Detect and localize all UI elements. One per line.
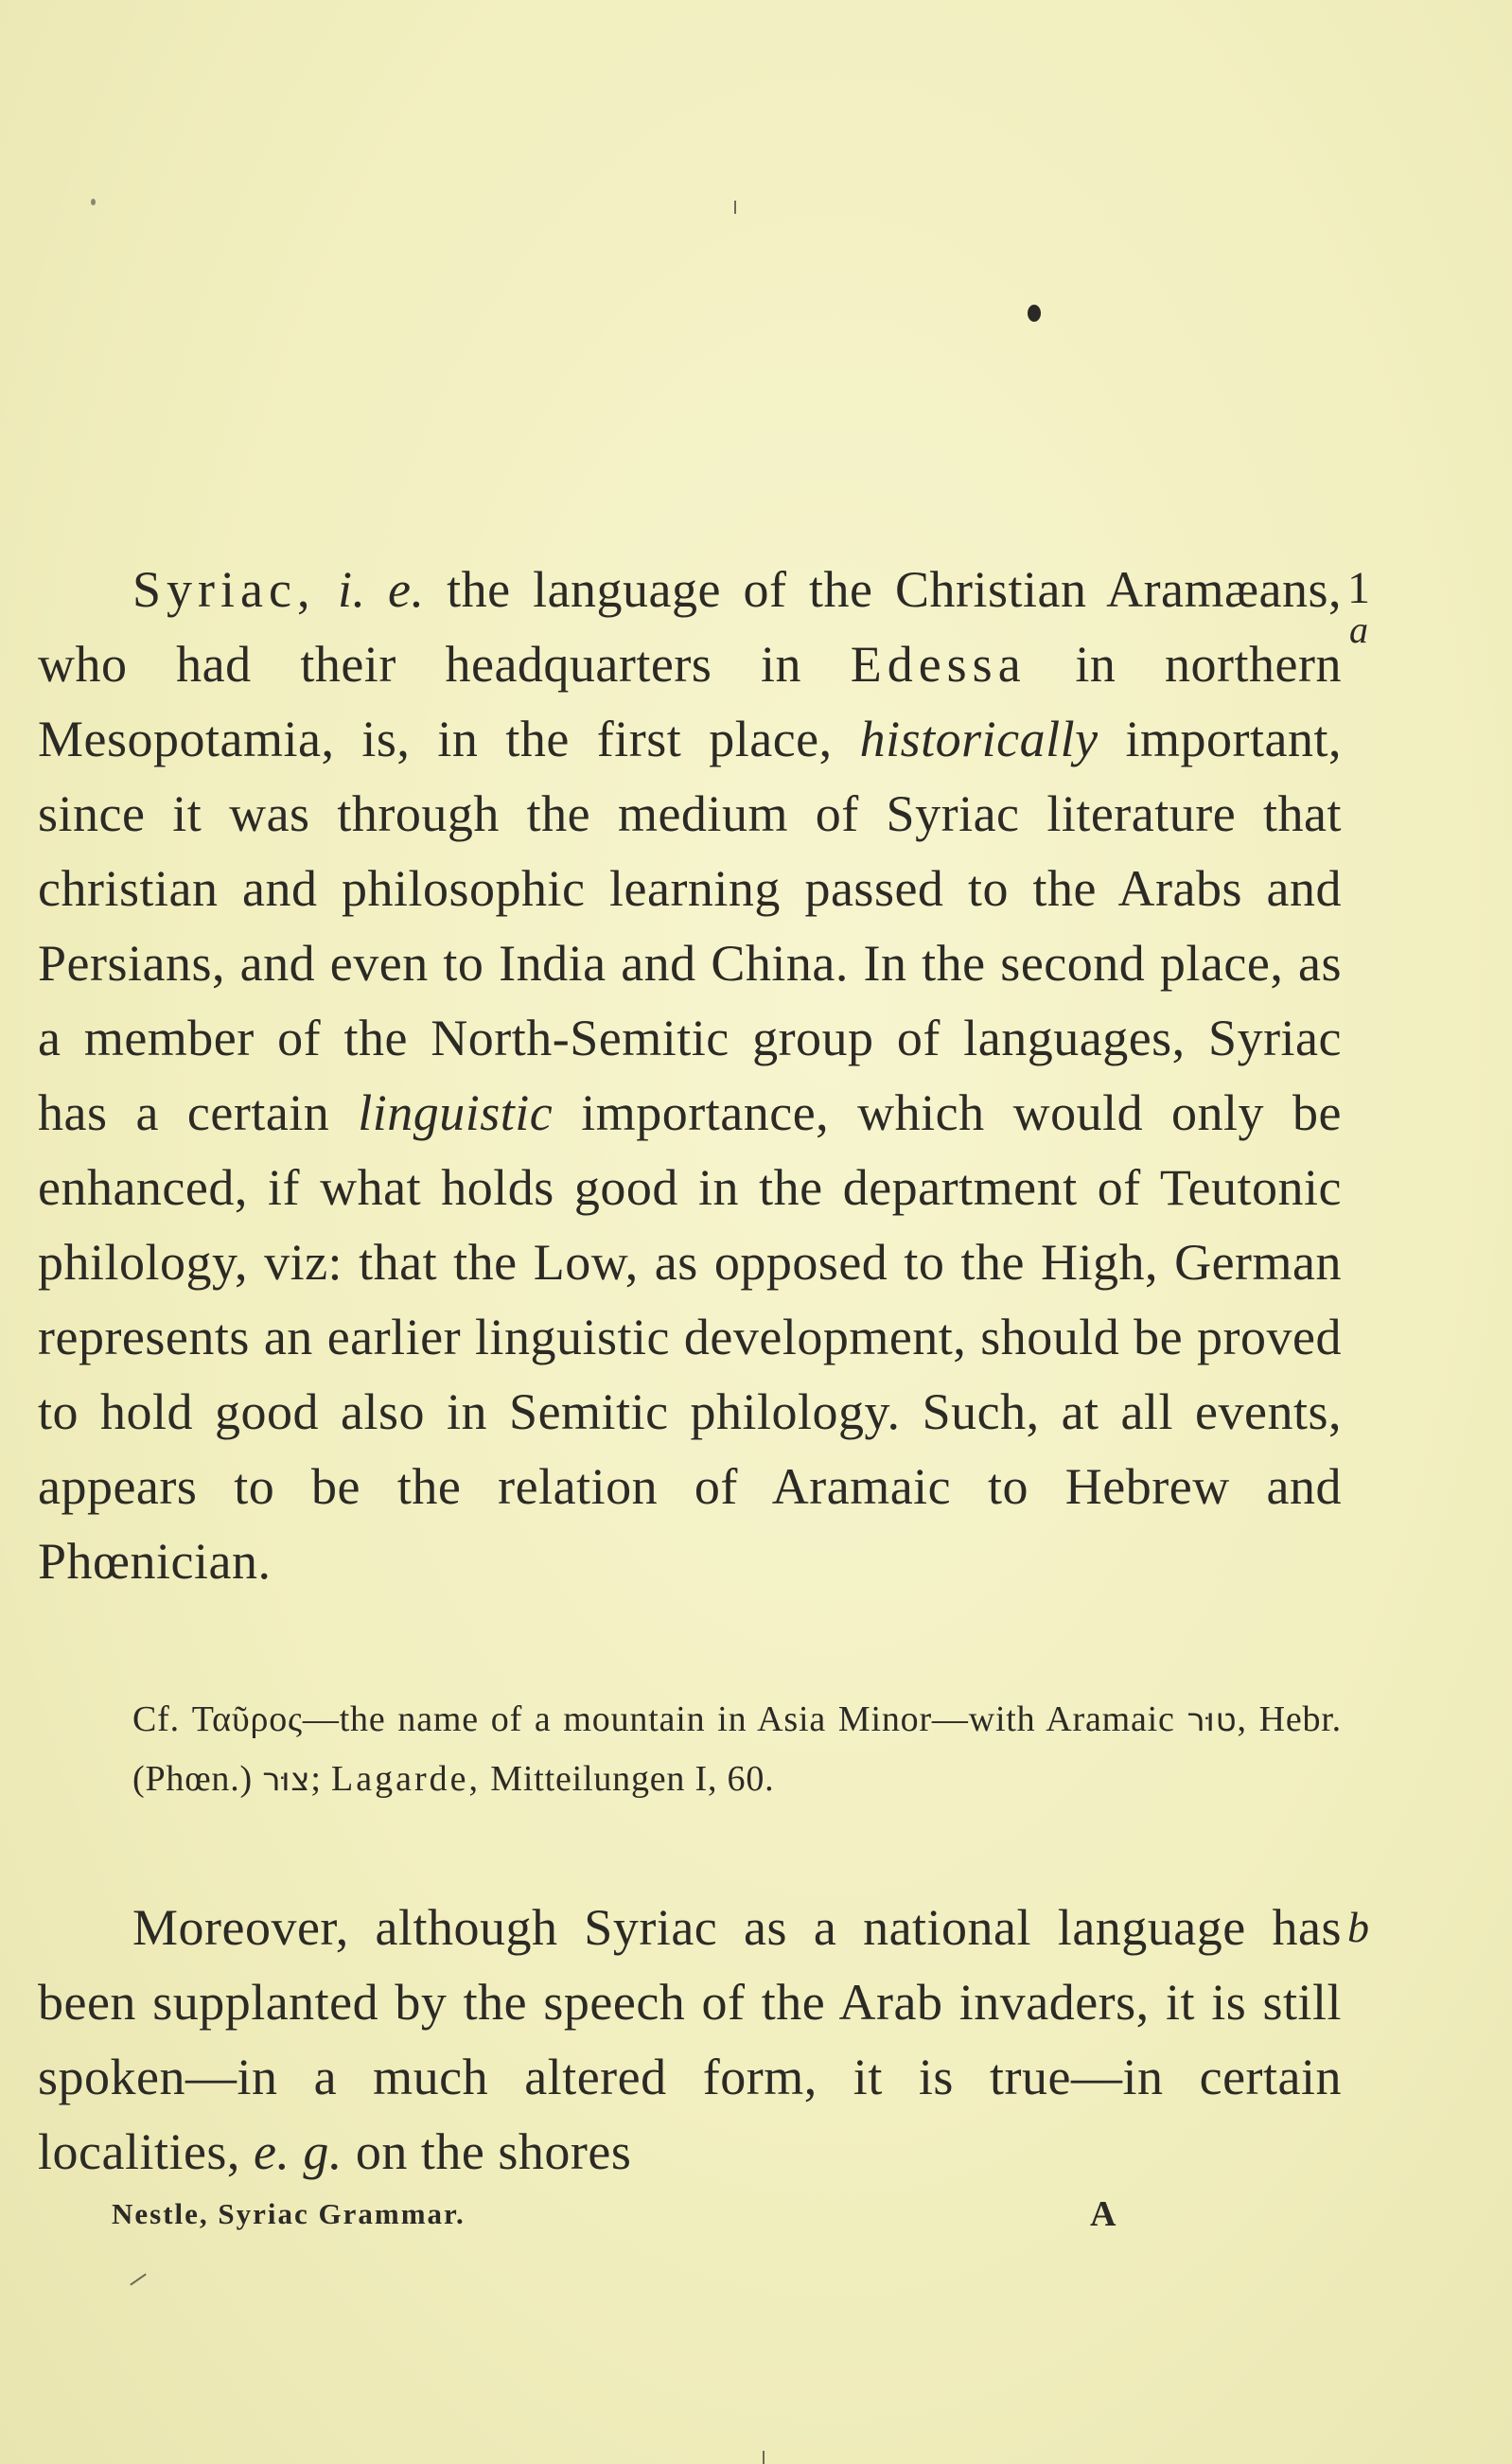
main-text-continued [38, 1891, 1342, 2190]
ink-speck [1028, 305, 1041, 322]
footnote-block [38, 1690, 1342, 1809]
paragraph-b: Moreover, although Syriac as a national language has been supplanted by the speech of the Arab invaders, it is still spoken—in a much altered form, it is true—in certain localities, e. g. on the shores [38, 1899, 1342, 2180]
section-number: 1 [1347, 563, 1370, 613]
margin-label-b: b [1347, 1903, 1369, 1951]
pencil-mark [763, 2451, 765, 2464]
pencil-mark [130, 2273, 147, 2285]
main-text [38, 553, 1342, 1599]
paragraph-a: Syriac, i. e. the language of the Christian Aramæans, who had their headquarters in Edessa in northern Mesopotamia, is, in the first place, historically important, since it was through the medium of Syriac literature that christian and philosophic learning passed to the Arabs and Persians, and even to India and China. In the second place, as a member of the North-Semitic group of languages, Syriac has a certain linguistic importance, which would only be enhanced, if what holds good in the department of Teutonic philology, viz: that the Low, as opposed to the High, German represents an earlier linguistic development, should be proved to hold good also in Semitic philology. Such, at all events, appears to be the relation of Aramaic to Hebrew and Phœnician. [38, 561, 1343, 1590]
note-paragraph: Cf. Ταῦρος—the name of a mountain in Asia Minor—with Aramaic טוּר, Hebr. (Phœn.) צוּר; Lagarde, Mitteilungen I, 60. [132, 1699, 1342, 1799]
ink-speck [91, 199, 96, 205]
signature-line: Nestle, Syriac Grammar. [112, 2197, 466, 2230]
margin-label-a: a [1349, 608, 1368, 651]
ink-speck [734, 201, 736, 214]
signature-letter: A [1090, 2194, 1116, 2234]
